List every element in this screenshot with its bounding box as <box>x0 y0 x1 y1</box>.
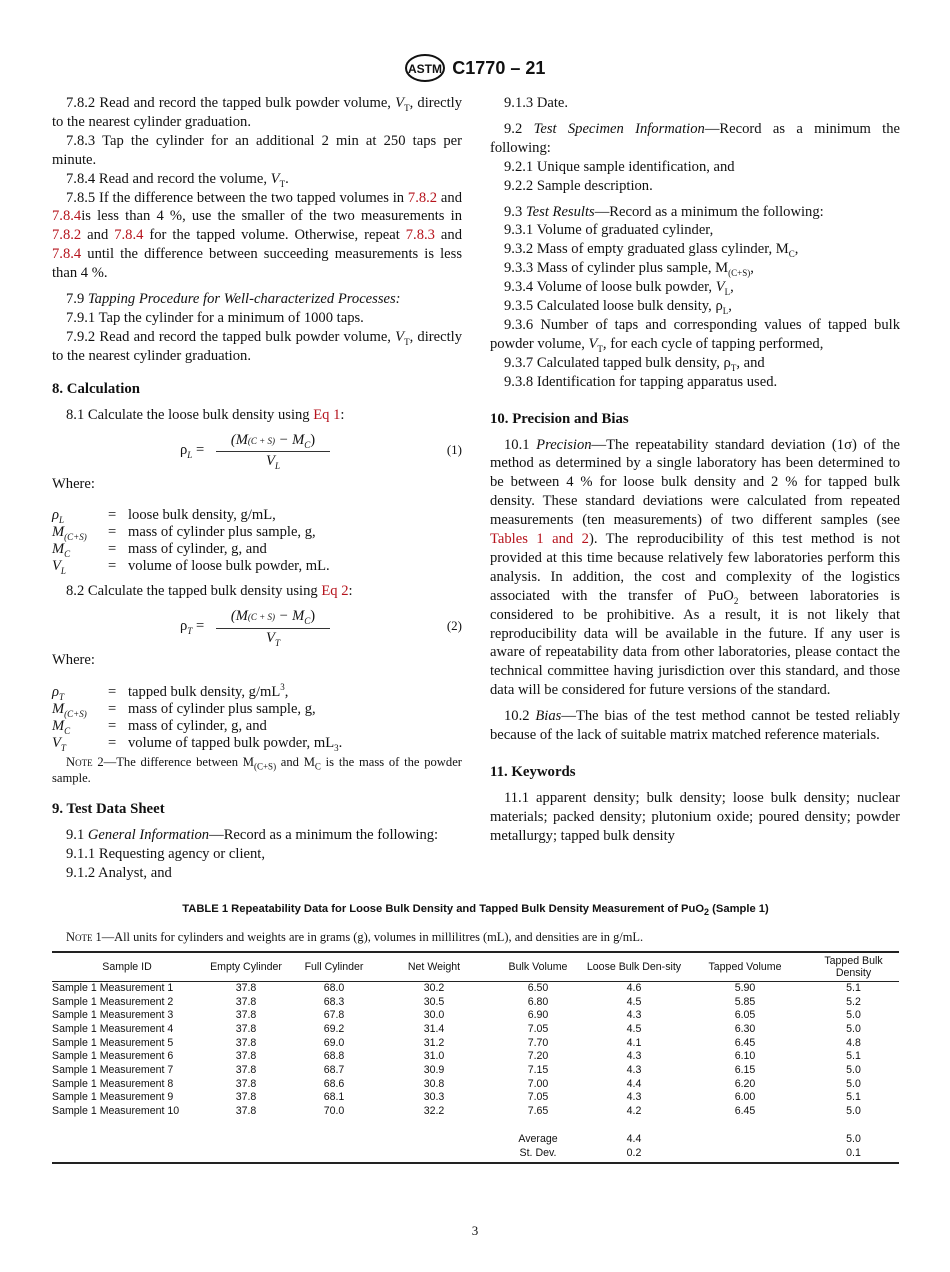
equation-number: (1) <box>446 441 462 457</box>
para-7-9-1: 7.9.1 Tap the cylinder for a minimum of 1000 taps. <box>66 309 364 326</box>
table-cell: 5.0 <box>846 1022 861 1035</box>
table-cell <box>682 1147 808 1164</box>
table-cell: 37.8 <box>235 1064 257 1077</box>
table-cell: 37.8 <box>235 981 257 994</box>
table-cell: 5.1 <box>846 1091 861 1104</box>
table-cell: 68.1 <box>323 1091 345 1104</box>
table-cell: 6.80 <box>527 995 549 1008</box>
para-11-1: 11.1 apparent density; bulk density; loose bulk density; nuclear materials; packed density; plutonium oxide; poured density; powder metallurgy; tapped bulk density <box>490 789 900 844</box>
table-title: TABLE 1 Repeatability Data for Loose Bulk Density and Tapped Bulk Density Measurement of PuO$_2$ (Sample 1) <box>182 903 769 918</box>
table-cell: 68.6 <box>323 1077 345 1090</box>
table-row <box>52 981 899 995</box>
table-cell: 37.8 <box>235 1091 257 1104</box>
table-cell: 31.4 <box>423 1022 445 1035</box>
link-eq-1[interactable]: Eq 1 <box>313 406 341 423</box>
para-9-3: 9.3 Test Results—Record as a minimum the following: <box>504 203 824 220</box>
link-7-8-4[interactable]: 7.8.4 <box>52 246 82 263</box>
definition-item: $\rho_T$ = tapped bulk density, $g/mL^3$, <box>52 682 289 703</box>
table-cell: 6.20 <box>734 1077 756 1090</box>
definition-item: $V_L$ = volume of loose bulk powder, mL. <box>52 558 330 577</box>
table-cell: Sample 1 Measurement 10 <box>52 1105 180 1118</box>
svg-text:ASTM: ASTM <box>407 62 442 76</box>
para-9-1-3: 9.1.3 Date. <box>504 95 569 111</box>
table-cell: 4.5 <box>626 995 642 1008</box>
column-header: Net Weight <box>378 952 490 982</box>
data-table <box>52 951 899 1164</box>
table-cell: 7.15 <box>527 1064 549 1077</box>
column-header: Full Cylinder <box>290 952 378 982</box>
column-header: Tapped Bulk Density <box>808 952 899 982</box>
table-row <box>52 1064 899 1078</box>
table-cell: 6.45 <box>734 1105 756 1118</box>
table-cell: 37.8 <box>235 995 257 1008</box>
table-cell: 30.8 <box>423 1077 445 1090</box>
column-header: Loose Bulk Den-sity <box>586 952 682 982</box>
link-7-8-3[interactable]: 7.8.3 <box>405 227 435 244</box>
table-cell: 4.6 <box>626 981 642 994</box>
table-cell: 30.2 <box>423 981 445 994</box>
table-cell: 5.0 <box>846 1009 861 1022</box>
table-cell: St. Dev. <box>519 1146 557 1159</box>
table-cell: 0.2 <box>626 1146 642 1159</box>
table-cell <box>378 1133 490 1147</box>
table-cell: Sample 1 Measurement 9 <box>52 1091 174 1104</box>
left-column <box>52 94 462 883</box>
table-cell: 6.90 <box>527 1009 549 1022</box>
table-row <box>52 996 899 1010</box>
page-header <box>0 54 950 82</box>
table-row <box>52 1037 899 1051</box>
table-cell: 31.2 <box>423 1036 445 1049</box>
para-7-9-2: 7.9.2 Read and record the tapped bulk powder volume, $V_T$, directly to the nearest cylinder graduation. <box>52 328 462 364</box>
para-9-3-8: 9.3.8 Identification for tapping apparatus used. <box>504 373 778 390</box>
table-cell: Sample 1 Measurement 4 <box>52 1022 174 1035</box>
table-cell <box>202 1147 290 1164</box>
definition-item: $M_C$ = mass of cylinder, g, and <box>52 541 267 560</box>
para-7-8-5: 7.8.5 If the difference between the two tapped volumes in 7.8.2 and 7.8.4is less than 4 %, use the smaller of the two measurements in 7.8.2 and 7.8.4 for the tapped volume. Otherwise, repeat 7.8.3 and 7.8.4 until the difference between succeeding measurements is less than 4 %. <box>52 189 462 282</box>
right-column <box>490 94 900 846</box>
table-cell: 4.3 <box>626 1091 642 1104</box>
table-cell: 6.00 <box>734 1091 756 1104</box>
note-2: Note 2—The difference between $M_{(C+S)}$ and $M_C$ is the mass of the powder sample. <box>52 755 462 786</box>
table-cell: 5.90 <box>734 981 756 994</box>
table-cell: 6.15 <box>734 1064 756 1077</box>
table-cell: 5.0 <box>846 1132 861 1145</box>
table-cell: 7.20 <box>527 1050 549 1063</box>
table-cell: 68.7 <box>323 1064 345 1077</box>
definition-item: $M_{(C+S)}$ = mass of cylinder plus sample, g, <box>52 524 316 543</box>
table-cell: 4.3 <box>626 1009 642 1022</box>
table-cell: 30.3 <box>423 1091 445 1104</box>
section-heading-keywords: 11. Keywords <box>490 764 576 780</box>
table-cell: 32.2 <box>423 1105 445 1118</box>
table-cell: 68.0 <box>323 981 345 994</box>
link-tables-1-2[interactable]: Tables 1 and 2 <box>490 531 589 548</box>
table-cell <box>290 1147 378 1164</box>
equation-1: $\rho_L$ = $\frac{(M(C + S) - M_C)}{V_L}$ (1) <box>180 431 462 472</box>
table-row <box>52 1105 899 1119</box>
table-row <box>52 1091 899 1105</box>
table-cell: 4.4 <box>626 1132 642 1145</box>
definition-item: $M_C$ = mass of cylinder, g, and <box>52 718 267 737</box>
column-header: Bulk Volume <box>490 952 586 982</box>
table-cell: 37.8 <box>235 1036 257 1049</box>
column-header: Sample ID <box>52 952 202 982</box>
link-7-8-4[interactable]: 7.8.4 <box>52 208 82 225</box>
table-cell: Sample 1 Measurement 3 <box>52 1009 174 1022</box>
table-cell: 7.05 <box>527 1022 549 1035</box>
table-cell: 37.8 <box>235 1105 257 1118</box>
table-cell: 6.30 <box>734 1022 756 1035</box>
table-cell: 4.1 <box>626 1036 642 1049</box>
table-cell: 7.05 <box>527 1091 549 1104</box>
table-row <box>52 1050 899 1064</box>
table-cell: 5.1 <box>846 981 861 994</box>
para-9-3-7: 9.3.7 Calculated tapped bulk density, $\rho_T$, and <box>504 354 765 373</box>
table-1 <box>52 900 899 1164</box>
link-eq-2[interactable]: Eq 2 <box>321 583 349 600</box>
para-9-3-4: 9.3.4 Volume of loose bulk powder, $V_L$, <box>504 279 734 298</box>
equation-2: $\rho_T$ = $\frac{(M(C + S) - M_C)}{V_T}$ (2) <box>180 608 462 649</box>
table-cell: 30.0 <box>423 1009 445 1022</box>
table-cell: 4.5 <box>626 1022 642 1035</box>
para-9-2-1: 9.2.1 Unique sample identification, and <box>504 158 735 175</box>
astm-logo-icon <box>405 54 445 82</box>
average-row <box>52 1133 899 1147</box>
table-cell: 69.0 <box>323 1036 345 1049</box>
definitions-list-2 <box>52 684 462 752</box>
table-cell <box>378 1147 490 1164</box>
table-cell: 67.8 <box>323 1009 345 1022</box>
table-cell: 37.8 <box>235 1009 257 1022</box>
table-row <box>52 1009 899 1023</box>
table-cell <box>290 1133 378 1147</box>
definitions-list-1 <box>52 507 462 575</box>
para-8-2: 8.2 Calculate the tapped bulk density using Eq 2: <box>66 583 353 600</box>
table-row <box>52 1078 899 1092</box>
para-8-1: 8.1 Calculate the loose bulk density using Eq 1: <box>66 406 345 423</box>
table-cell: 69.2 <box>323 1022 345 1035</box>
page-number: 3 <box>471 1223 479 1238</box>
table-cell: 6.45 <box>734 1036 756 1049</box>
table-cell: 4.2 <box>626 1105 642 1118</box>
table-cell <box>202 1133 290 1147</box>
para-7-8-4: 7.8.4 Read and record the volume, $V_T$. <box>66 170 289 189</box>
table-cell: 5.0 <box>846 1064 861 1077</box>
table-cell: 70.0 <box>323 1105 345 1118</box>
definition-item: $M_{(C+S)}$ = mass of cylinder plus sample, g, <box>52 701 316 720</box>
table-cell: 7.65 <box>527 1105 549 1118</box>
para-9-3-3: 9.3.3 Mass of cylinder plus sample, $M_{(C+S)}$, <box>504 260 754 279</box>
section-heading-test-data-sheet: 9. Test Data Sheet <box>52 801 165 818</box>
table-cell: Sample 1 Measurement 1 <box>52 981 174 994</box>
table-cell: 4.4 <box>626 1077 642 1090</box>
equation-number: (2) <box>446 618 462 634</box>
table-cell: 68.3 <box>323 995 345 1008</box>
table-cell: 6.50 <box>527 981 549 994</box>
standard-designation: C1770 – 21 <box>452 57 546 78</box>
table-cell: 4.3 <box>626 1050 642 1063</box>
table-row <box>52 1023 899 1037</box>
para-9-3-5: 9.3.5 Calculated loose bulk density, $\rho_L$, <box>504 298 732 316</box>
table-cell: 37.8 <box>235 1050 257 1063</box>
table-cell <box>52 1133 202 1147</box>
table-cell: 6.05 <box>734 1009 756 1022</box>
section-heading-precision-bias: 10. Precision and Bias <box>490 410 629 427</box>
para-7-9: 7.9 Tapping Procedure for Well-characterized Processes: <box>66 291 401 308</box>
where-label: Where: <box>52 652 95 669</box>
table-cell: Sample 1 Measurement 7 <box>52 1064 174 1077</box>
table-cell: 0.1 <box>846 1146 861 1159</box>
stdev-row <box>52 1147 899 1164</box>
link-7-8-2[interactable]: 7.8.2 <box>407 189 438 206</box>
para-9-3-2: 9.3.2 Mass of empty graduated glass cylinder, $M_C$, <box>504 241 799 260</box>
table-cell: 37.8 <box>235 1077 257 1090</box>
table-cell: 5.85 <box>734 995 756 1008</box>
table-cell: 7.00 <box>527 1077 549 1090</box>
table-cell: 30.9 <box>423 1064 445 1077</box>
column-header: Empty Cylinder <box>202 952 290 982</box>
table-cell: 5.0 <box>846 1077 861 1090</box>
table-cell: Sample 1 Measurement 5 <box>52 1036 174 1049</box>
table-cell <box>52 1147 202 1164</box>
para-9-1-2: 9.1.2 Analyst, and <box>66 864 172 881</box>
para-9-1: 9.1 General Information—Record as a minimum the following: <box>66 827 439 844</box>
definition-item: $\rho_L$ = loose bulk density, g/mL, <box>52 507 276 526</box>
table-cell: Sample 1 Measurement 8 <box>52 1077 174 1090</box>
column-header: Tapped Volume <box>682 952 808 982</box>
para-7-8-2: 7.8.2 Read and record the tapped bulk powder volume, $V_T$, directly to the nearest cylinder graduation. <box>52 95 462 130</box>
table-cell: 4.8 <box>846 1036 861 1049</box>
para-9-1-1: 9.1.1 Requesting agency or client, <box>66 846 265 863</box>
table-cell: Sample 1 Measurement 2 <box>52 995 174 1008</box>
table-cell: 5.0 <box>846 1105 861 1118</box>
table-cell: 31.0 <box>423 1050 445 1063</box>
definition-item: $V_T$ = volume of tapped bulk powder, $mL_3$. <box>52 735 343 754</box>
table-cell: 6.10 <box>734 1050 756 1063</box>
link-7-8-4[interactable]: 7.8.4 <box>114 227 144 244</box>
link-7-8-2[interactable]: 7.8.2 <box>52 227 82 244</box>
para-10-1: 10.1 Precision—The repeatability standard deviation (1σ) of the method as determined by a single laboratory has been determined to be between 4 % for loose bulk density and 2 % for tapped bulk density. These standard deviations were calculated from repeated measurements (ten measurements) of two different samples (see Tables 1 and 2). The reproducibility of this test method is not provided at this time because relatively few laboratories perform this analysis. In addition, the cost and complexity of the logistics associated with the transfer of PuO$_2$ between laboratories is considered to be prohibitive. As a result, it is not likely that reproducibility data will be available in the future. If any user is aware of repeatability data from other laboratories, please contact the technical committee having jurisdiction over this standard, and those data will be considered for future versions of the standard. <box>490 436 901 699</box>
table-cell: 4.3 <box>626 1064 642 1077</box>
para-9-2: 9.2 Test Specimen Information—Record as a minimum the following: <box>490 120 900 156</box>
section-heading-calculation: 8. Calculation <box>52 380 140 397</box>
table-cell <box>682 1133 808 1147</box>
para-10-2: 10.2 Bias—The bias of the test method cannot be tested reliably because of the lack of suitable matrix matched reference materials. <box>490 708 900 744</box>
table-header-row <box>52 952 899 982</box>
table-cell: Average <box>518 1132 558 1145</box>
para-9-3-6: 9.3.6 Number of taps and corresponding values of tapped bulk powder volume, $V_T$, for each cycle of tapping performed, <box>490 316 900 354</box>
para-7-8-3: 7.8.3 Tap the cylinder for an additional 2 min at 250 taps per minute. <box>52 132 462 168</box>
table-cell: 5.2 <box>846 995 861 1008</box>
para-9-2-2: 9.2.2 Sample description. <box>504 177 653 194</box>
table-cell: Sample 1 Measurement 6 <box>52 1050 174 1063</box>
table-note: Note 1—All units for cylinders and weights are in grams (g), volumes in millilitres (mL), and densities are in g/mL. <box>66 929 644 944</box>
table-cell: 37.8 <box>235 1022 257 1035</box>
where-label: Where: <box>52 475 95 492</box>
table-cell: 30.5 <box>423 995 445 1008</box>
table-cell: 68.8 <box>323 1050 345 1063</box>
table-cell: 5.1 <box>846 1050 861 1063</box>
para-9-3-1: 9.3.1 Volume of graduated cylinder, <box>504 222 714 239</box>
table-cell: 7.70 <box>527 1036 549 1049</box>
